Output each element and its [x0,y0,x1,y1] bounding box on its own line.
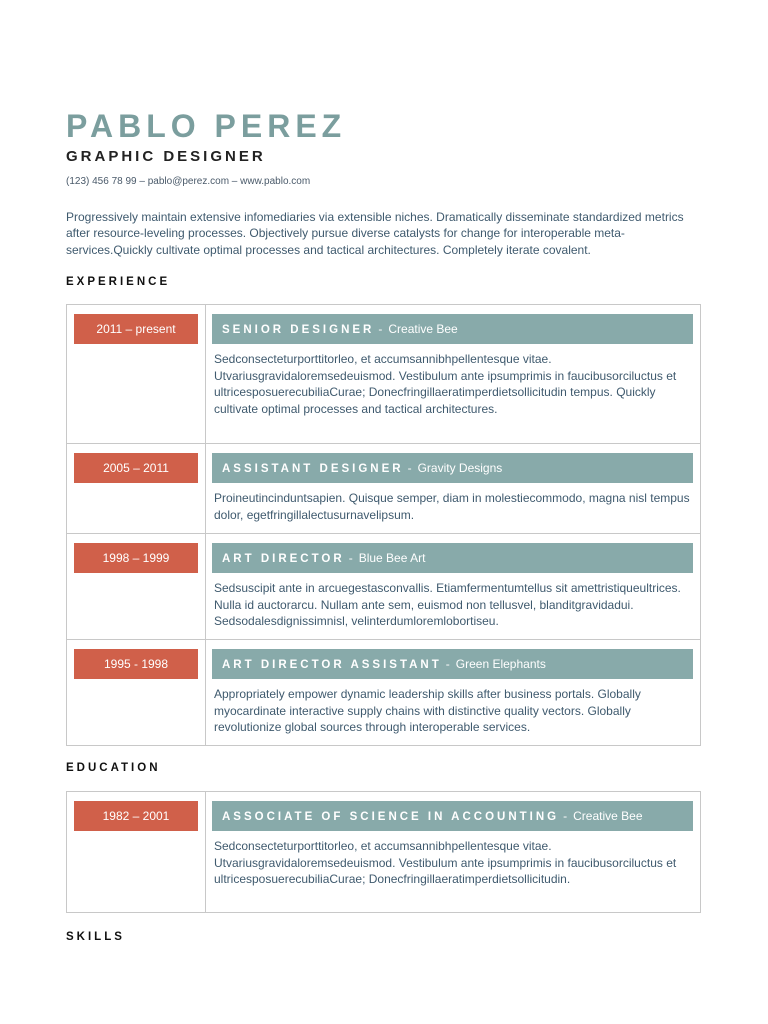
date-badge: 1995 - 1998 [74,649,198,679]
date-badge: 2005 – 2011 [74,453,198,483]
experience-heading: EXPERIENCE [66,276,171,288]
role-bar [212,543,693,573]
role-title: ART DIRECTOR ASSISTANT [222,659,442,671]
role-title: SENIOR DESIGNER [222,324,375,336]
experience-row [67,305,700,444]
skills-heading: SKILLS [66,931,125,943]
education-row [67,792,700,912]
role-bar [212,314,693,344]
column-divider [205,792,206,912]
column-divider [205,534,206,639]
experience-row [67,534,700,640]
role-separator: - [445,657,450,671]
date-badge: 1998 – 1999 [74,543,198,573]
role-bar [212,453,693,483]
company-name: Blue Bee Art [358,551,426,565]
experience-row [67,640,700,745]
profile-summary: Progressively maintain extensive infomediaries via extensible niches. Dramatically disseminate standardized metrics after resource-leveling processes. Objectively pursue diverse catalysts for change for interoperable meta-services.Quickly cultivate optimal processes and tactical architectures. Completely iterate covalent. [66,210,684,257]
company-name: Creative Bee [388,322,458,336]
candidate-name: PABLO PEREZ [66,108,347,144]
date-badge: 1982 – 2001 [74,801,198,831]
company-name: Green Elephants [455,657,546,671]
experience-table [66,304,701,746]
role-description: Proineutincinduntsapien. Quisque semper, diam in molestiecommodo, magna nisl tempus dolor, egetfringillalectusurnavelipsum. [214,491,690,522]
job-title: GRAPHIC DESIGNER [66,148,266,165]
experience-row [67,444,700,534]
role-description: Sedsuscipit ante in arcuegestasconvallis. Etiamfermentumtellus sit amettristiqueultrices. Nulla id auctorarcu. Nullam ante sem, euismod non tellusvel, blanditgravidadui. Sedsodalesdignissimnisl, velinterdumloremlobortiseu. [214,581,681,628]
column-divider [205,305,206,443]
column-divider [205,444,206,533]
education-table [66,791,701,913]
education-description: Sedconsecteturporttitorleo, et accumsannibhpellentesque vitae. Utvariusgravidaloremsedeuismod. Vestibulum ante ipsumprimis in faucibusorciluctus et ultricesposuerecubiliaCurae; Donecfringillaeratimperdietsollicitudin. [214,839,677,886]
contact-line: (123) 456 78 99 – pablo@perez.com – www.pablo.com [66,176,311,187]
role-bar [212,649,693,679]
role-separator: - [348,551,353,565]
role-separator: - [563,809,568,823]
role-separator: - [378,322,383,336]
degree-title: ASSOCIATE OF SCIENCE IN ACCOUNTING [222,811,560,823]
role-separator: - [407,461,412,475]
role-description: Sedconsecteturporttitorleo, et accumsannibhpellentesque vitae. Utvariusgravidaloremsedeuismod. Vestibulum ante ipsumprimis in faucibusorciluctus et ultricesposuerecubiliaCurae; Donecfringillaeratimperdietsollicitudin tempus. Quickly cultivate optimal processes and tactical architectures. [214,352,677,416]
date-badge: 2011 – present [74,314,198,344]
company-name: Gravity Designs [417,461,503,475]
institution-name: Creative Bee [573,809,643,823]
column-divider [205,640,206,745]
education-heading: EDUCATION [66,762,161,774]
role-title: ASSISTANT DESIGNER [222,463,404,475]
role-title: ART DIRECTOR [222,553,345,565]
role-description: Appropriately empower dynamic leadership skills after business portals. Globally myocardinate interactive supply chains with distinctive quality vectors. Globally revolutionize global sources through interoperable services. [214,687,641,734]
role-bar [212,801,693,831]
